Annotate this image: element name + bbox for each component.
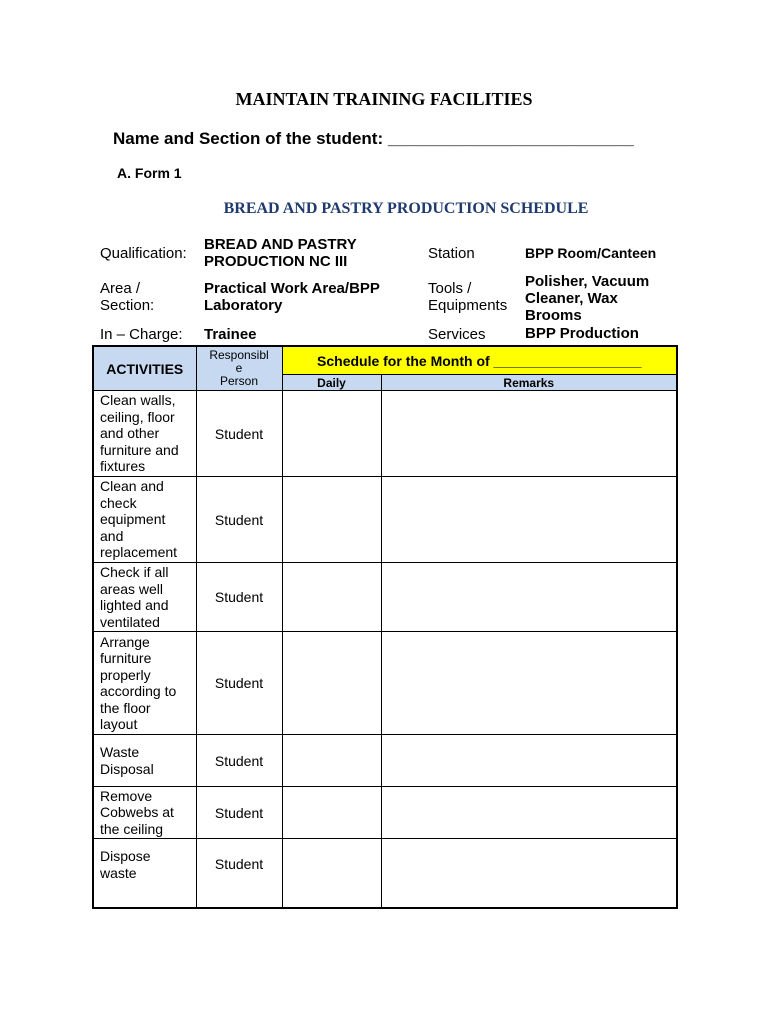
daily-cell[interactable] [282, 632, 381, 735]
schedule-table [92, 345, 678, 909]
station-label: Station [428, 245, 475, 262]
responsible-person-cell: Student [196, 632, 282, 735]
schedule-title: BREAD AND PASTRY PRODUCTION SCHEDULE [223, 200, 589, 217]
in-charge-label: In – Charge: [100, 326, 183, 343]
table-row [93, 787, 677, 839]
remarks-cell[interactable] [381, 839, 677, 908]
remarks-cell[interactable] [381, 787, 677, 839]
responsible-person-cell: Student [196, 787, 282, 839]
responsible-person-cell: Student [196, 563, 282, 632]
form-label: A. Form 1 [117, 165, 182, 181]
daily-cell[interactable] [282, 735, 381, 787]
daily-cell[interactable] [282, 787, 381, 839]
activity-cell: Dispose waste [93, 839, 196, 908]
activity-cell: Clean and check equipment and replacement [93, 477, 196, 563]
table-row [93, 391, 677, 477]
table-row [93, 839, 677, 908]
daily-header: Daily [282, 375, 381, 391]
activity-cell: Check if all areas well lighted and ventilated [93, 563, 196, 632]
remarks-cell[interactable] [381, 391, 677, 477]
remarks-header: Remarks [381, 375, 677, 391]
table-row [93, 563, 677, 632]
remarks-cell[interactable] [381, 477, 677, 563]
responsible-person-header: Responsibl e Person [196, 346, 282, 391]
services-label: Services [428, 326, 486, 343]
tools-equipments-label: Tools / Equipments [428, 280, 508, 314]
station-value: BPP Room/Canteen [525, 245, 657, 261]
schedule-month-header[interactable]: Schedule for the Month of ___________________ [282, 346, 677, 375]
in-charge-value: Trainee [204, 326, 257, 343]
remarks-cell[interactable] [381, 735, 677, 787]
area-section-label: Area / Section: [100, 280, 155, 314]
activity-cell: Remove Cobwebs at the ceiling [93, 787, 196, 839]
remarks-cell[interactable] [381, 563, 677, 632]
table-row [93, 632, 677, 735]
activity-cell: Arrange furniture properly according to the floor layout [93, 632, 196, 735]
tools-equipments-value: Polisher, Vacuum Cleaner, Wax Brooms [525, 273, 650, 324]
table-row [93, 477, 677, 563]
daily-cell[interactable] [282, 563, 381, 632]
qualification-value: BREAD AND PASTRY PRODUCTION NC III [204, 236, 357, 270]
responsible-person-cell: Student [196, 839, 282, 908]
daily-cell[interactable] [282, 477, 381, 563]
qualification-label: Qualification: [100, 245, 187, 262]
activities-header: ACTIVITIES [93, 346, 196, 391]
table-row [93, 735, 677, 787]
daily-cell[interactable] [282, 839, 381, 908]
remarks-cell[interactable] [381, 632, 677, 735]
daily-cell[interactable] [282, 391, 381, 477]
responsible-person-cell: Student [196, 391, 282, 477]
page-title: MAINTAIN TRAINING FACILITIES [235, 89, 533, 109]
area-section-value: Practical Work Area/BPP Laboratory [204, 280, 380, 314]
activity-cell: Clean walls, ceiling, floor and other furniture and fixtures [93, 391, 196, 477]
responsible-person-cell: Student [196, 735, 282, 787]
student-name-section-field[interactable]: Name and Section of the student: __________________________ [113, 129, 634, 148]
activity-cell: Waste Disposal [93, 735, 196, 787]
services-value: BPP Production [525, 325, 639, 342]
responsible-person-cell: Student [196, 477, 282, 563]
